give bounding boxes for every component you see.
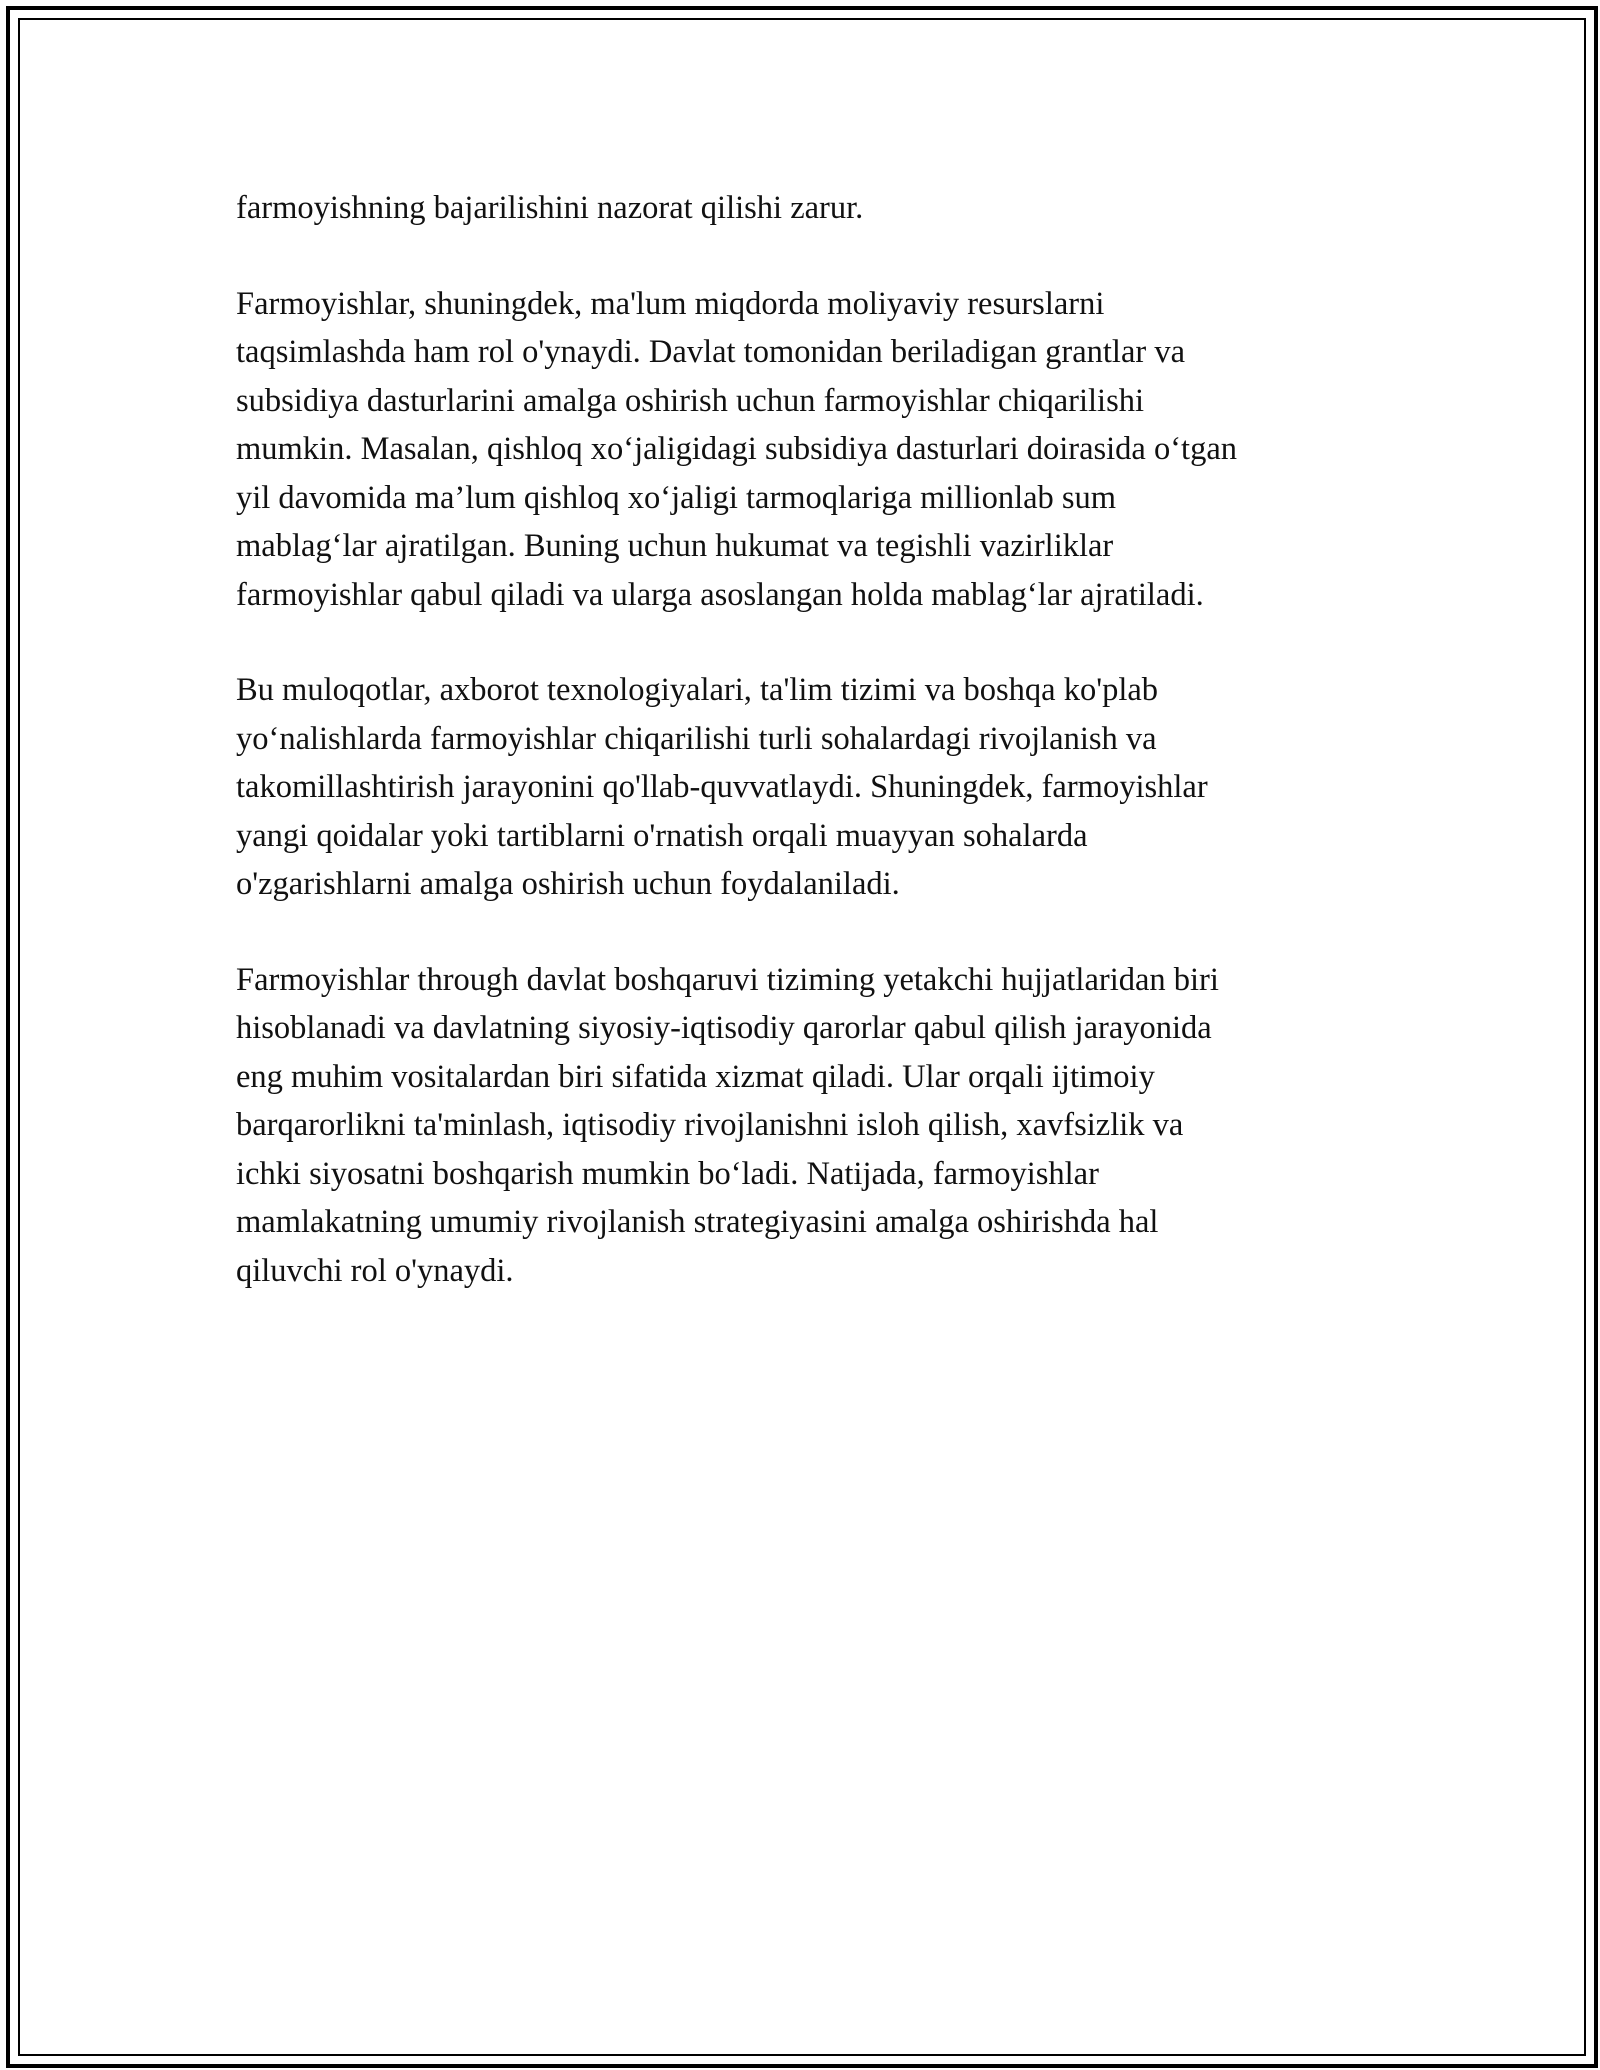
paragraph-3 [236,666,1386,909]
text-line: yil davomida ma’lum qishloq xo‘jaligi tarmoqlariga millionlab sum [236,479,1117,516]
paragraph-4 [236,956,1386,1296]
text-line: takomillashtirish jarayonini qo'llab-quvvatlaydi. Shuningdek, farmoyishlar [236,769,1208,805]
text-line: farmoyishlar qabul qiladi va ularga asoslangan holda mablag‘lar ajratiladi. [236,576,1204,613]
text-line: o'zgarishlarni amalga oshirish uchun foydalaniladi. [236,866,900,902]
text-line: barqarorlikni ta'minlash, iqtisodiy rivojlanishni isloh qilish, xavfsizlik va [236,1107,1184,1143]
text-line: yo‘nalishlarda farmoyishlar chiqarilishi turli sohalardagi rivojlanish va [236,720,1157,757]
text-line: ichki siyosatni boshqarish mumkin bo‘ladi. Natijada, farmoyishlar [236,1155,1099,1192]
text-line: subsidiya dasturlarini amalga oshirish uchun farmoyishlar chiqarilishi [236,382,1145,419]
text-line: Farmoyishlar, shuningdek, ma'lum miqdorda moliyaviy resurslarni [236,285,1105,322]
text-line: mablag‘lar ajratilgan. Buning uchun hukumat va tegishli vazirliklar [236,528,1114,564]
text-line: eng muhim vositalardan biri sifatida xizmat qiladi. Ular orqali ijtimoiy [236,1058,1155,1095]
paragraph-2 [236,280,1386,620]
text-line: hisoblanadi va davlatning siyosiy-iqtisodiy qarorlar qabul qilish jarayonida [236,1010,1212,1046]
document-body [236,184,1386,1342]
text-line: Farmoyishlar through davlat boshqaruvi tiziming yetakchi hujjatlaridan biri [236,961,1219,998]
text-line: yangi qoidalar yoki tartiblarni o'rnatish orqali muayyan sohalarda [236,817,1088,854]
text-line: qiluvchi rol o'ynaydi. [236,1252,514,1289]
text-line: Bu muloqotlar, axborot texnologiyalari, ta'lim tizimi va boshqa ko'plab [236,672,1159,708]
text-line: mumkin. Masalan, qishloq xo‘jaligidagi subsidiya dasturlari doirasida o‘tgan [236,431,1238,467]
text-line: taqsimlashda ham rol o'ynaydi. Davlat tomonidan beriladigan grantlar va [236,334,1185,370]
text-line: farmoyishning bajarilishini nazorat qilishi zarur. [236,190,864,226]
paragraph-1 [236,184,1386,233]
text-line: mamlakatning umumiy rivojlanish strategiyasini amalga oshirishda hal [236,1204,1159,1240]
